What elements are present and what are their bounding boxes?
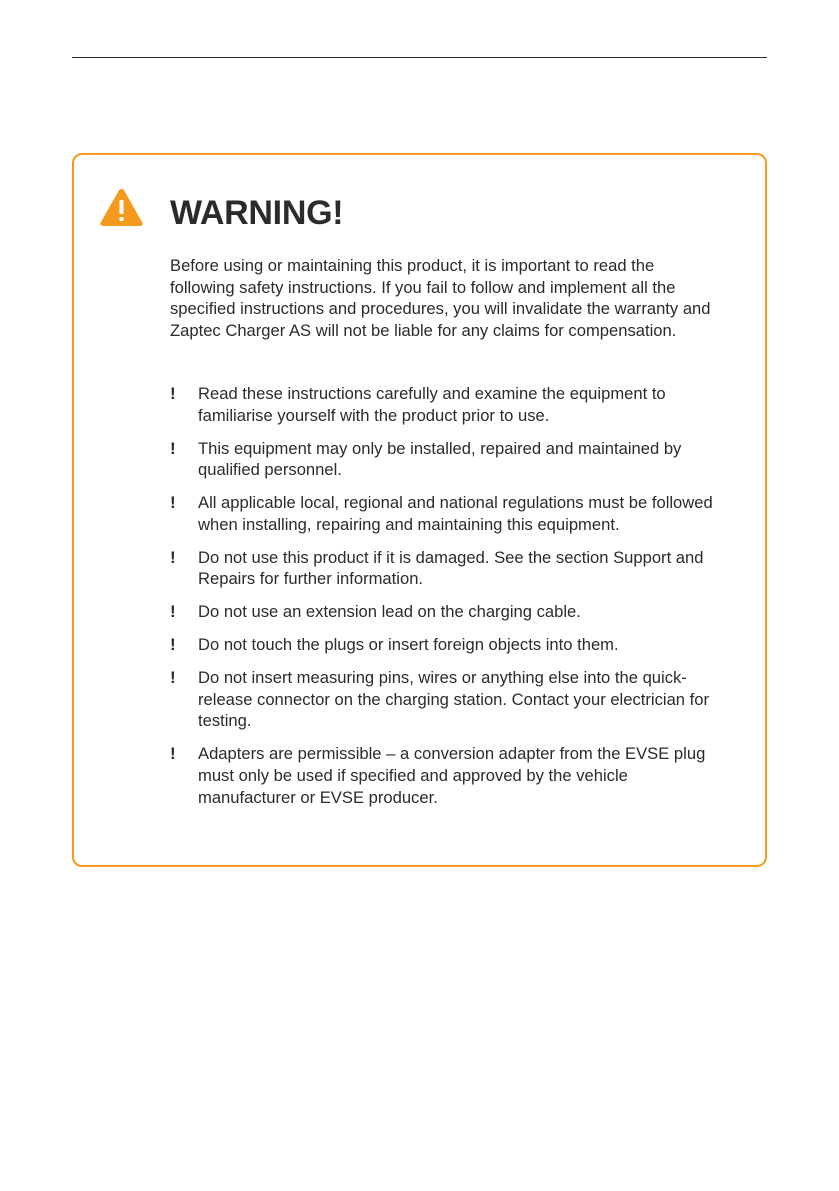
list-item-text: Do not use an extension lead on the charging cable.: [198, 602, 581, 622]
warning-intro: Before using or maintaining this product, it is important to read the following safety instructions. If you fail to follow and implement all the specified instructions and procedures, you will invalidate the warranty and Zaptec Charger AS will not be liable for any claims for compensation.: [170, 256, 711, 340]
header-rule: [72, 57, 767, 58]
exclamation-bullet-icon: !: [170, 744, 176, 764]
exclamation-bullet-icon: !: [170, 384, 176, 403]
exclamation-bullet-icon: !: [170, 438, 176, 458]
list-item-text: Do not touch the plugs or insert foreign objects into them.: [198, 635, 619, 655]
list-item-text: Do not use this product if it is damaged. See the section Support and Repairs for further information.: [198, 547, 704, 589]
list-item: [170, 383, 730, 426]
exclamation-bullet-icon: !: [170, 668, 176, 688]
warning-title: WARNING!: [170, 194, 344, 232]
list-item-text: Adapters are permissible – a conversion adapter from the EVSE plug must only be used if specified and approved by the vehicle manufacturer or EVSE producer.: [198, 744, 706, 807]
safety-instructions-list: [170, 383, 730, 820]
exclamation-bullet-icon: !: [170, 493, 176, 513]
list-item-text: Read these instructions carefully and examine the equipment to familiarise yourself with the product prior to use.: [198, 384, 666, 425]
list-item: [170, 438, 730, 481]
exclamation-bullet-icon: !: [170, 547, 176, 567]
list-item: [170, 547, 730, 590]
list-item: [170, 743, 730, 808]
exclamation-bullet-icon: !: [170, 635, 176, 655]
warning-triangle-icon: [99, 187, 144, 227]
list-item: [170, 634, 730, 656]
list-item: [170, 492, 730, 535]
list-item: [170, 601, 730, 623]
list-item: [170, 667, 730, 732]
list-item-text: Do not insert measuring pins, wires or anything else into the quick-release connector on the charging station. Contact your electrician for testing.: [198, 668, 710, 731]
list-item-text: This equipment may only be installed, repaired and maintained by qualified personnel.: [198, 438, 682, 480]
exclamation-bullet-icon: !: [170, 602, 176, 622]
list-item-text: All applicable local, regional and national regulations must be followed when installing, repairing and maintaining this equipment.: [198, 493, 713, 534]
